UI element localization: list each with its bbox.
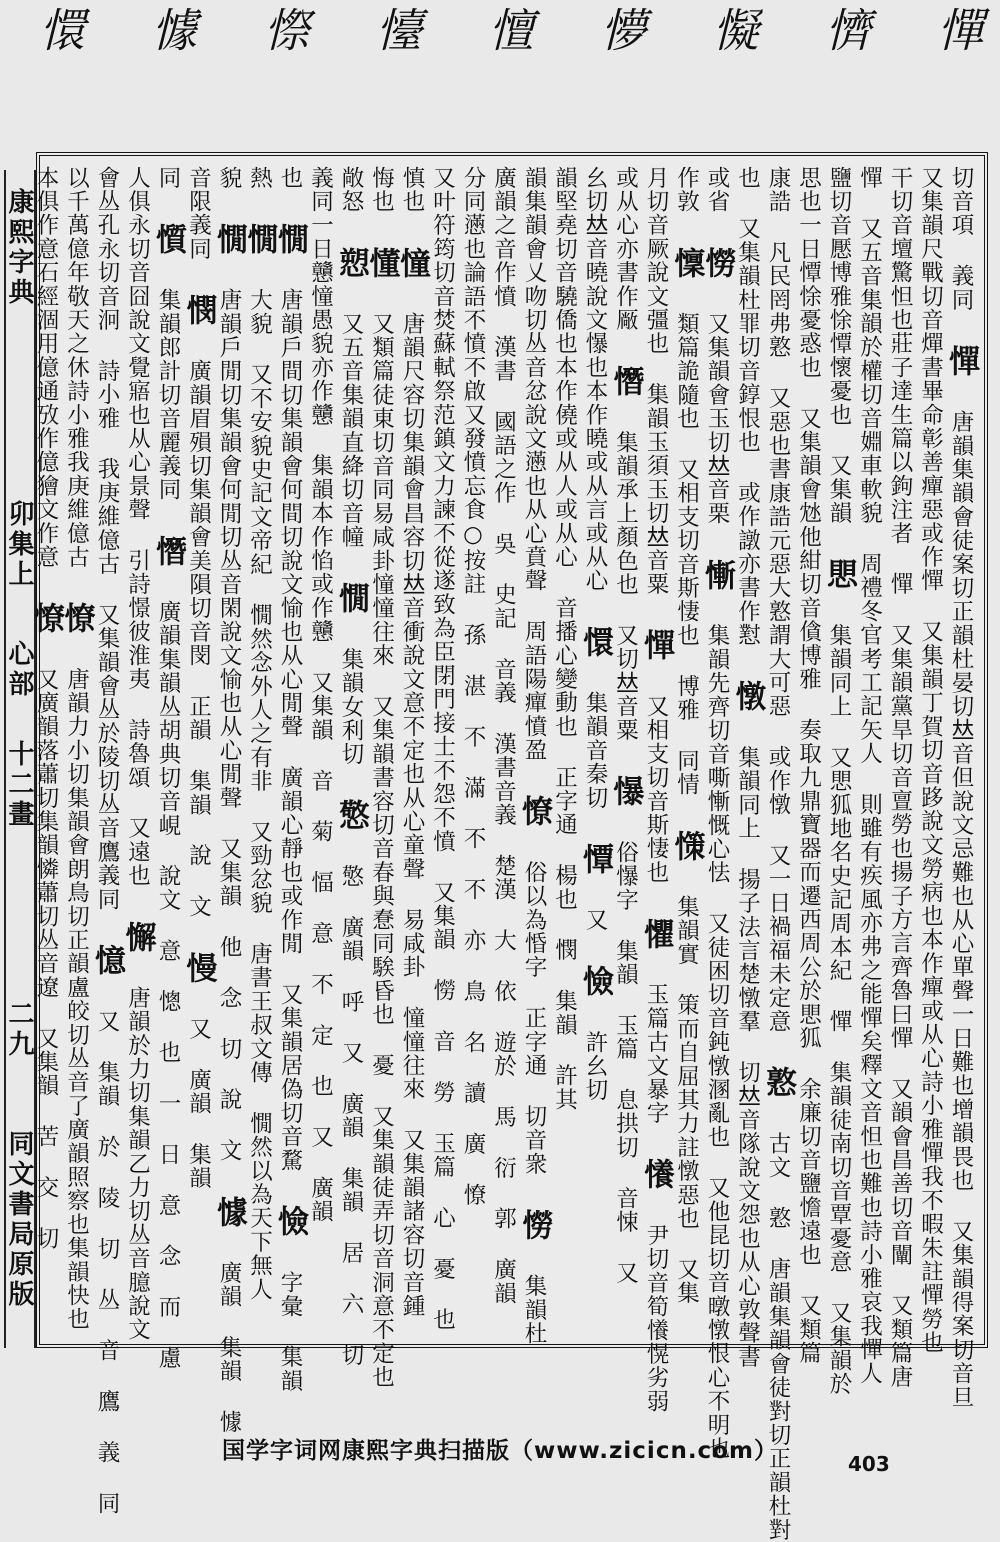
headword: 憭 — [516, 795, 552, 828]
text-column: 或省 憦 又集韻會玉切𠀤音栗 慚 集韻先齊切音嘶慚慨心怯 又徒困切音鈍憞溷亂也 又他昆切音暾憞恨心不明也 — [699, 166, 735, 1461]
publisher-label: 同文書局原版 — [4, 1130, 34, 1310]
headword: 懍 — [668, 246, 705, 279]
headword: 憪 — [211, 222, 247, 256]
page-label: 二九 — [4, 1000, 34, 1060]
headword: 懩 — [638, 1158, 674, 1191]
text-column: 同 懫 集韻郎計切音麗義同 憯 廣韻集韻丛胡典切音峴 說文 意 憁 也 一 日 意 念 而 慮 — [150, 166, 186, 1370]
seal-script-header — [28, 6, 988, 158]
headword: 愳 — [821, 558, 857, 591]
headword: 憸 — [577, 965, 613, 998]
headword: 憶 — [89, 944, 125, 977]
section-label: 心部 — [4, 640, 34, 700]
seal-glyph: 憏 — [256, 6, 311, 58]
headword: 憛 — [577, 842, 613, 876]
footer-caption: 国学字词网康熙字典扫描版（www.zicicn.com） — [222, 1438, 778, 1464]
headword: 懅 — [211, 1195, 247, 1228]
text-column: 干切音壇驚怛也莊子達生篇以鉤注者 憚 又集韻黨旱切音亶勞也揚子方言齊魯曰憚 又韻會昌善切音闡 又類篇唐 — [887, 166, 913, 1389]
text-column: 本俱作意石經涸用億通攷作億獪文作意 憭 又廣韻落蕭切集韻憐蕭切丛音遼 又集韻 苦 交 切 — [28, 166, 64, 1251]
seal-glyph: 懠 — [817, 6, 872, 58]
headword: 憝 — [760, 1066, 796, 1099]
text-column: 人俱永切音囧說文覺寤也从心景聲 引詩憬彼淮夷 詩魯頌 又遠也 懈 唐韻於力切集韻乙力切丛音臆說文 — [119, 166, 156, 1342]
text-column: 也 憪 唐韻戶間切集韻會何間切說文愉也从心閒聲 廣韻心靜也或作閒 又集韻居偽切音騖 憸 字彙 集韻 — [272, 166, 308, 1393]
headword: 懫 — [150, 222, 186, 256]
text-column: 義同一日戇憧愚貌亦作戇 集韻本作惂或作戇 又集韻 音 菊 愊 意 不 定 也 又 廣韻 — [307, 166, 334, 1224]
headword: 憫 — [180, 294, 217, 327]
headword: 憭 — [58, 602, 95, 635]
headword: 憞 — [729, 680, 766, 713]
seal-glyph: 憻 — [481, 6, 535, 58]
text-column: 以千萬億年敬天之休詩小雅我庚維億古 憭 唐韻力小切集韻會朗鳥切正韻盧皎切丛音了廣韻照察也集韻快也 — [58, 166, 95, 1332]
headword: 懈 — [119, 920, 156, 953]
text-column: 廣韻之音作憤 漢書 國語之作 吳 史記 音義 漢書音義 楚漢 大 依 遊於 馬 衍 郭 廣韻 — [490, 166, 517, 1306]
headword: 憪 — [241, 222, 278, 256]
text-column: 康誥 凡民罔弗憝 又惡也書康誥元惡大憝謂大可惡 或作憞 又一日禍福未定意 憝 古文 憝 唐韻集韻會徒對切正韻杜對 — [760, 166, 796, 1542]
headword: 憭 — [28, 602, 64, 635]
headword: 憦 — [699, 246, 735, 279]
headword: 憯 — [607, 365, 644, 398]
text-column: 或从心亦書作厰 憯 集韻承上顏色也 又切𠀤音粟 懪 俗懪字 集韻 玉篇 息拱切 音悚 又 — [607, 166, 644, 1285]
text-column: 月切音厥說文彊也 集韻玉須玉切𠀤音粟 憚 又相支切音斯悽也 懼 玉篇古文暴字 懩 尹切音筍懩愰劣弱 — [638, 166, 674, 1414]
headword: 懁 — [577, 625, 613, 659]
text-column: 熱 憪 大貌 又不安貌史記文帝紀 憪然念外人之有非 又勁忿貌 唐書王叔文傳 憪然以為天下無人 — [241, 166, 278, 1302]
text-column: 思也一日憛悇憂惑也 又集韻會沊他紺切音僋博雅 奏取九鼎寶器而遷西周公於愳狐 余廉切音鹽憺遠也 又類篇 — [795, 166, 822, 1365]
text-column: 鹽切音懕博雅悇憛懷憂也 又集韻 愳 集韻同上 又愳狐地名史記周本紀 憚 集韻徒南切音覃憂意 又集韻於 — [821, 166, 857, 1397]
headword: 憪 — [272, 222, 308, 256]
headword: 憼 — [333, 799, 369, 832]
book-title: 康熙字典 — [4, 188, 34, 308]
volume-label: 卯集上 — [4, 500, 34, 590]
headword: 憚 — [943, 344, 979, 378]
text-column: 分同懣也論語不憤不啟又發憤忘食○按註 孫 湛 不 滿 不 不 亦 鳥 名 讀 廣 憭 — [460, 166, 486, 1207]
seal-glyph: 懁 — [32, 6, 86, 58]
text-column: 又叶符筠切音焚蘇軾祭范鎮文力諫不從遂致為臣閉門接士不怨不憤 又集韻 憦 音 勞 玉篇 心 憂 也 — [429, 166, 456, 1332]
headword: 憸 — [272, 1205, 308, 1238]
page-number: 403 — [848, 1452, 890, 1476]
headword: 懼 — [638, 917, 674, 950]
headword: 憧 — [394, 246, 430, 279]
headword: 愬 — [333, 246, 369, 279]
text-column: 作敦 懍 類篇詭隨也 又相支切音斯悽也 博雅 同情 憡 集韻實 策而自屈其力註憞惡也 又集 — [668, 166, 705, 1306]
headword: 懂 — [363, 246, 400, 279]
headword: 慚 — [699, 558, 735, 591]
text-column: 又集韻尺戰切音燀書畢命彰善癉惡或作憚 又集韻丁賀切音跢說文勞病也本作癉或从心詩小雅憚我不暇朱註憚勞也 — [917, 166, 944, 1355]
text-column: 音限義同 憫 廣韻眉殞切集韻會美隕切音閔 正韻 集韻 說 文 慢 又 廣韻 集韻 — [180, 166, 217, 1191]
seal-glyph: 懝 — [705, 6, 760, 58]
text-column: 貌 憪 唐韻戶閒切集韻會何閒切丛音閑說文愉也从心閒聲 又集韻 他 念 切 說 文 懅 廣韻 集韻 懅 — [211, 166, 247, 1435]
text-column: 會丛孔永切音泂 詩小雅 我庚維億古 又集韻會丛於陵切丛音鷹義同 憶 又 集韻 於 陵 切 丛 音 鷹 義 同 — [89, 166, 125, 1516]
text-column: 敞怒 愬 又五音集韻直絳切音幢 憪 集韻女利切 憼 憼 廣韻 呼 又 廣韻 集韻 居 六 切 — [333, 166, 369, 1367]
headword: 憦 — [516, 1208, 552, 1242]
text-column: 憚 又五音集韻於權切音婣車軟貌 周禮冬官考工記矢人 則雖有疾風亦弗之能憚矣釋文音怛也難也詩小雅哀我憚人 — [856, 166, 883, 1386]
text-column: 切音項 義同 憚 唐韻集韻會徒案切正韻杜晏切𠀤音但說文忌難也从心單聲一日難也增韻畏也 又集韻得案切音旦 — [943, 166, 979, 1410]
headword: 懪 — [607, 775, 644, 808]
headword: 慢 — [180, 951, 217, 984]
seal-glyph: 懜 — [593, 6, 648, 58]
seal-glyph: 懛 — [368, 6, 423, 58]
text-column: 悔也 懂 又類篇徒東切音同易咸卦憧憧往來 又集韻書容切音春與惷同騃昏也 憂 又集韻徒弄切音洞意不定也 — [363, 166, 400, 1390]
stroke-count-label: 十二畫 — [4, 740, 34, 830]
headword: 憡 — [668, 829, 705, 862]
headword: 憚 — [638, 629, 674, 662]
text-column: 也 又集韻杜罪切音錞恨也 或作譈亦書作懟 憞 集韻同上 揚子法言楚憞羣 切𠀤音隊說文怨也从心敦聲書 — [729, 166, 766, 1369]
seal-glyph: 懅 — [144, 6, 199, 58]
seal-glyph: 憚 — [930, 6, 984, 58]
text-column: 幺切𠀤音曉說文懪也本作曉或从言或从心 懁 集韻音秦切 憛 又 憸 許幺切 — [577, 166, 613, 1102]
text-column: 韻堅堯切音驍僑也本作僥或从人或从心 音播心變動也 正字通 楊也 憫 集韻 許其 — [551, 166, 578, 1112]
headword: 憯 — [150, 534, 186, 568]
text-column: 韻集韻會乂吻切丛音忿說文懣也从心賁聲 周語陽癉憤盈 憭 俗以為惛字 正字通 切音衆 憦 集韻杜 — [516, 166, 552, 1346]
headword: 憪 — [333, 582, 369, 615]
text-column: 慎也 憧 唐韻尺容切集韻會昌容切𠀤音衝說文意不定也从心童聲 易咸卦 憧憧往來 又集韻諸容切音鍾 — [394, 166, 430, 1318]
